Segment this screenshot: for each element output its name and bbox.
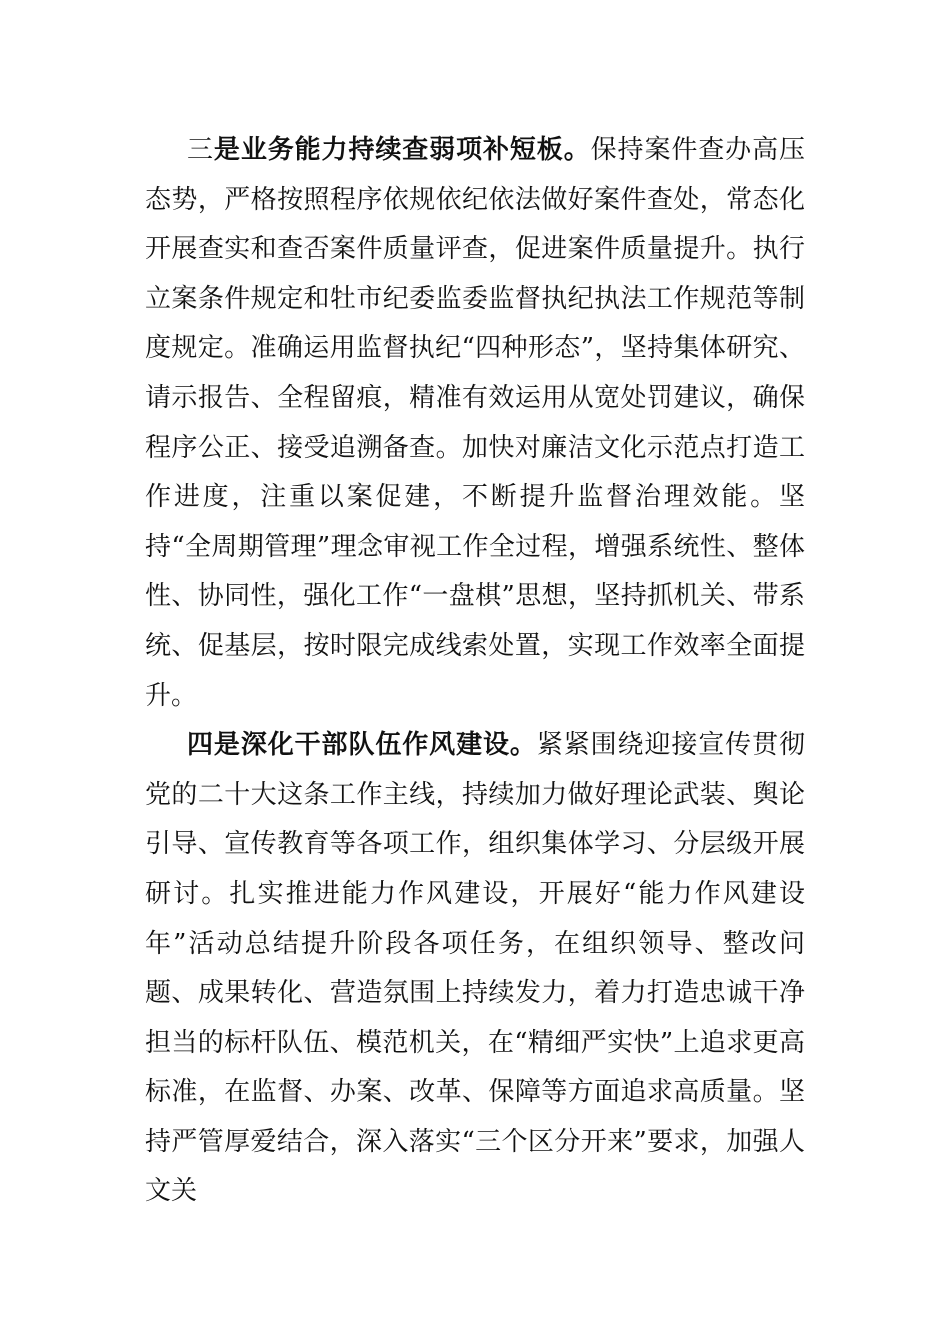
- paragraph-lead-prefix: 三: [187, 135, 214, 165]
- paragraph-lead-heading: 四是深化干部队伍作风建设。: [187, 730, 537, 761]
- paragraph-body: 保持案件查办高压态势，严格按照程序依规依纪依法做好案件查处，常态化开展查实和查否案件质量评查，促进案件质量提升。执行立案条件规定和牡市纪委监委监督执纪执法工作规范等制度规定。准确运用监督执纪“四种形态”，坚持集体研究、请示报告、全程留痕，精准有效运用从宽处罚建议，确保程序公正、接受追溯备查。加快对廉洁文化示范点打造工作进度，注重以案促建，不断提升监督治理效能。坚持“全周期管理”理念审视工作全过程，增强系统性、整体性、协同性，强化工作“一盘棋”思想，坚持抓机关、带系统、促基层，按时限完成线索处置，实现工作效率全面提升。: [145, 135, 805, 711]
- paragraph-cadre-style: [145, 721, 805, 1217]
- document-page: [145, 126, 805, 1217]
- paragraph-business-capability: [145, 126, 805, 721]
- paragraph-body: 紧紧围绕迎接宣传贯彻党的二十大这条工作主线，持续加力做好理论武装、舆论引导、宣传教育等各项工作，组织集体学习、分层级开展研讨。扎实推进能力作风建设，开展好“能力作风建设年”活动总结提升阶段各项任务，在组织领导、整改问题、成果转化、营造氛围上持续发力，着力打造忠诚干净担当的标杆队伍、模范机关，在“精细严实快”上追求更高标准，在监督、办案、改革、保障等方面追求高质量。坚持严管厚爱结合，深入落实“三个区分开来”要求，加强人文关: [145, 730, 805, 1207]
- paragraph-lead-heading: 是业务能力持续查弱项补短板。: [213, 135, 591, 165]
